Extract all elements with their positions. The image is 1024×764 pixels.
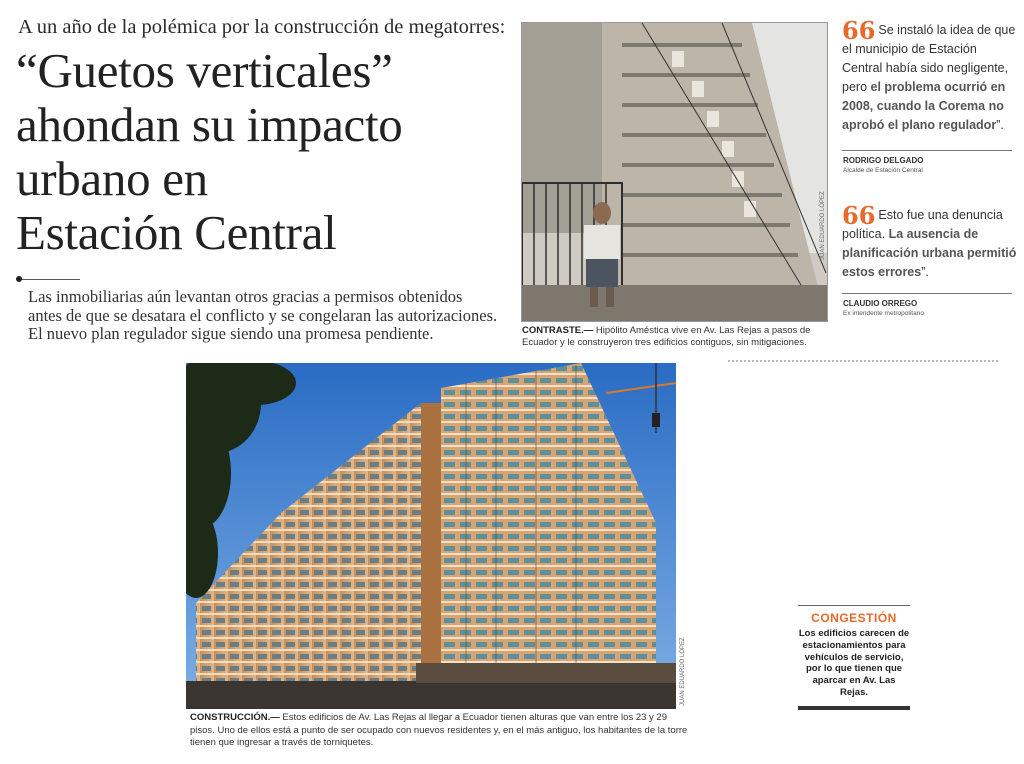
caption-text: Estos edificios de Av. Las Rejas al llegar a Ecuador tienen alturas que van entre los 23 y 29 pisos. Uno de ellos está a punto de ser ocupado con nuevos residentes y, en el más antiguo, los habitantes de la torre tienen que ingresar a través de torniquetes.	[190, 712, 688, 748]
caption-text: Hipólito Améstica vive en Av. Las Rejas a pasos de Ecuador y le construyeron tres edificios contiguos, sin mitigaciones.	[522, 325, 811, 348]
quote-divider	[842, 293, 1012, 294]
headline-line: “Guetos verticales”	[16, 43, 393, 98]
quote-text: Se instaló la idea de que el municipio de Estación Central había sido negligente, pero	[842, 23, 1016, 94]
quote-end: ”.	[921, 265, 929, 279]
photo-contraste	[521, 22, 828, 322]
quote-mark-icon: 66	[842, 16, 876, 45]
headline	[16, 44, 516, 260]
headline-line: ahondan su impacto	[16, 97, 403, 152]
pull-quote	[842, 16, 1020, 135]
building-street-photo	[522, 23, 828, 322]
deck	[28, 288, 518, 344]
deck-line: El nuevo plan regulador sigue siendo una promesa pendiente.	[28, 324, 434, 343]
deck-line: antes de que se desatara el conflicto y se congelaran las autorizaciones.	[28, 305, 498, 325]
quote-text: Esto fue una denuncia política.	[842, 208, 1003, 241]
sidebar-body: Los edificios carecen de estacionamientos para vehículos de servicio, por lo que tienen que aparcar en Av. Las Rejas.	[798, 628, 910, 698]
bullet-dot-icon	[16, 276, 22, 282]
photo-construccion	[186, 363, 676, 709]
sidebar-rule	[798, 605, 910, 606]
article-kicker: A un año de la polémica por la construcción de megatorres:	[18, 16, 506, 38]
photo-credit: JUAN EDUARDO LÓPEZ	[820, 191, 826, 260]
headline-line: Estación Central	[16, 205, 337, 260]
photo-caption	[522, 325, 832, 349]
quote-divider	[842, 150, 1012, 151]
towers-photo	[186, 363, 676, 709]
headline-line: urbano en	[16, 151, 208, 206]
sidebar-title: CONGESTIÓN	[811, 611, 897, 625]
deck-line: Las inmobiliarias aún levantan otros gracias a permisos obtenidos	[28, 287, 463, 306]
quote-author-role: Ex intendente metropolitano	[843, 310, 924, 317]
quote-highlight: el problema ocurrió en 2008, cuando la Corema no aprobó el plano regulador	[842, 80, 1006, 132]
deck-divider	[18, 279, 80, 280]
quote-mark-icon: 66	[842, 201, 876, 230]
photo-caption	[190, 712, 690, 750]
caption-label: CONTRASTE.—	[522, 325, 594, 336]
quote-author: CLAUDIO ORREGO	[843, 299, 918, 308]
quote-end: ”.	[996, 118, 1004, 132]
quote-author-role: Alcalde de Estación Central	[843, 167, 923, 174]
quote-author: RODRIGO DELGADO	[843, 156, 924, 165]
quote-highlight: La ausencia de planificación urbana permitió estos errores	[842, 227, 1017, 279]
stray-text-residue	[728, 360, 998, 365]
pull-quote	[842, 201, 1020, 282]
photo-credit: JUAN EDUARDO LÓPEZ	[680, 637, 686, 706]
sidebar-rule-bottom	[798, 706, 910, 710]
caption-label: CONSTRUCCIÓN.—	[190, 712, 280, 723]
